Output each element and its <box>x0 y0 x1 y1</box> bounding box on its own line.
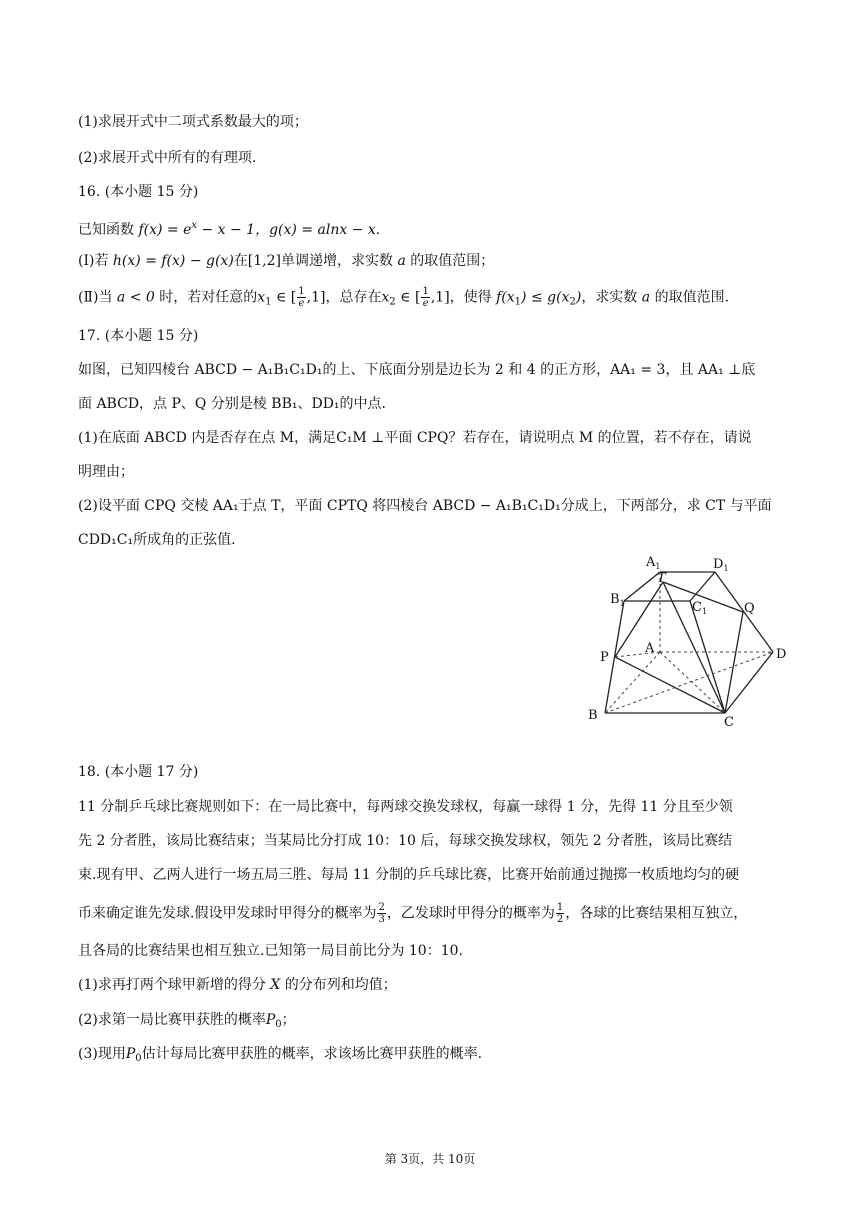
q17-title: 17. (本小题 15 分) <box>78 328 199 344</box>
edge-A1B1 <box>624 572 660 601</box>
label-D1: $D_1$ <box>713 557 729 573</box>
q18-part1: (1)求再打两个球甲新增的得分 X 的分布列和均值； <box>78 977 397 993</box>
label-A1: $A_1$ <box>646 555 661 571</box>
q18-line1: 11 分制乒乓球比赛规则如下：在一局比赛中，每两球交换发球权，每赢一球得 1 分，先得 11 分且至少领 <box>78 799 733 815</box>
q16-intro: 已知函数 $f(x) = e^x - x - 1$，g(x) = alnx − x. <box>78 220 381 238</box>
q18-line3: 束.现有甲、乙两人进行一场五局三胜、每局 11 分制的乒乓球比赛，比赛开始前通过抛掷一枚质地均匀的硬 <box>78 867 740 883</box>
page-footer: 第 3页，共 10页 <box>384 1152 476 1166</box>
edge-C1C <box>690 601 725 713</box>
label-B1: $B_1$ <box>610 592 625 608</box>
q18-line2: 先 2 分者胜，该局比赛结束；当某局比分打成 10：10 后，每球交换发球权，领先 2 分者胜，该局比赛结 <box>78 833 733 849</box>
q17-line1: 如图，已知四棱台 ABCD − A₁B₁C₁D₁的上、下底面分别是边长为 2 和 4 的正方形，AA₁ = 3，且 AA₁ ⊥底 <box>78 362 756 378</box>
q17-line2: 面 ABCD，点 P、Q 分别是棱 BB₁、DD₁的中点. <box>78 396 386 412</box>
label-C: C <box>724 715 734 728</box>
q17-line4: 明理由； <box>78 464 134 480</box>
fraction-2-over-3: $\frac{2}{3}$ <box>378 902 385 925</box>
q18-part2: (2)求第一局比赛甲获胜的概率$P_0$； <box>78 1012 296 1030</box>
q18-line4: 币来确定谁先发球.假设甲发球时甲得分的概率为 $\frac{2}{3}$ ，乙发球时甲得分的概率为 $\frac{1}{2}$ ，各球的比赛结果相互独立， <box>78 902 748 925</box>
frustum-figure <box>580 548 800 728</box>
label-B: B <box>588 708 598 723</box>
q18-part3: (3)现用$P_0$估计每局比赛甲获胜的概率，求该场比赛甲获胜的概率. <box>78 1046 483 1064</box>
edge-CD <box>725 652 773 713</box>
label-Q: Q <box>744 601 755 616</box>
hidden-edge-BD <box>605 652 773 713</box>
label-A: A <box>645 641 655 656</box>
label-D: D <box>776 647 787 662</box>
q17-line5: (2)设平面 CPQ 交棱 AA₁于点 T，平面 CPTQ 将四棱台 ABCD − A₁B₁C₁D₁分成上，下两部分，求 CT 与平面 <box>78 498 772 514</box>
q18-title: 18. (本小题 17 分) <box>78 764 199 780</box>
fraction-1-over-e: $\frac{1}{e}$ <box>298 286 305 309</box>
q18-line5: 且各局的比赛结果也相互独立.已知第一局目前比分为 10：10. <box>78 943 463 959</box>
label-C1: $C_1$ <box>692 600 708 616</box>
fraction-1-over-2: $\frac{1}{2}$ <box>556 902 564 925</box>
q17-line3: (1)在底面 ABCD 内是否存在点 M，满足C₁M ⊥平面 CPQ？若存在，请说明点 M 的位置，若不存在，请说 <box>78 430 752 446</box>
edge-QC <box>725 612 743 713</box>
label-T: T <box>657 571 666 586</box>
q16-part1: (Ⅰ)若 h(x) = f(x) − g(x)在[1,2]单调递增，求实数 a 的取值范围； <box>78 253 495 269</box>
q16-part2: (Ⅱ)当 a < 0 时，若对任意的$x_1$ ∈ [ $\frac{1}{e}$ ,1]，总存在$x_2$ ∈ [ $\frac{1}{e}$ ,1]，使得 $f(x_1) \le g(x_2)$，求实数 a 的取值范围. <box>78 286 730 309</box>
q17-line6: CDD₁C₁所成角的正弦值. <box>78 532 236 548</box>
q15-part1: (1)求展开式中二项式系数最大的项； <box>78 114 308 130</box>
edge-PT <box>615 582 663 657</box>
edge-PC <box>615 657 725 713</box>
fraction-1-over-e: $\frac{1}{e}$ <box>422 286 429 309</box>
q16-title: 16. (本小题 15 分) <box>78 184 199 200</box>
q15-part2: (2)求展开式中所有的有理项. <box>78 150 257 166</box>
label-P: P <box>600 650 609 665</box>
